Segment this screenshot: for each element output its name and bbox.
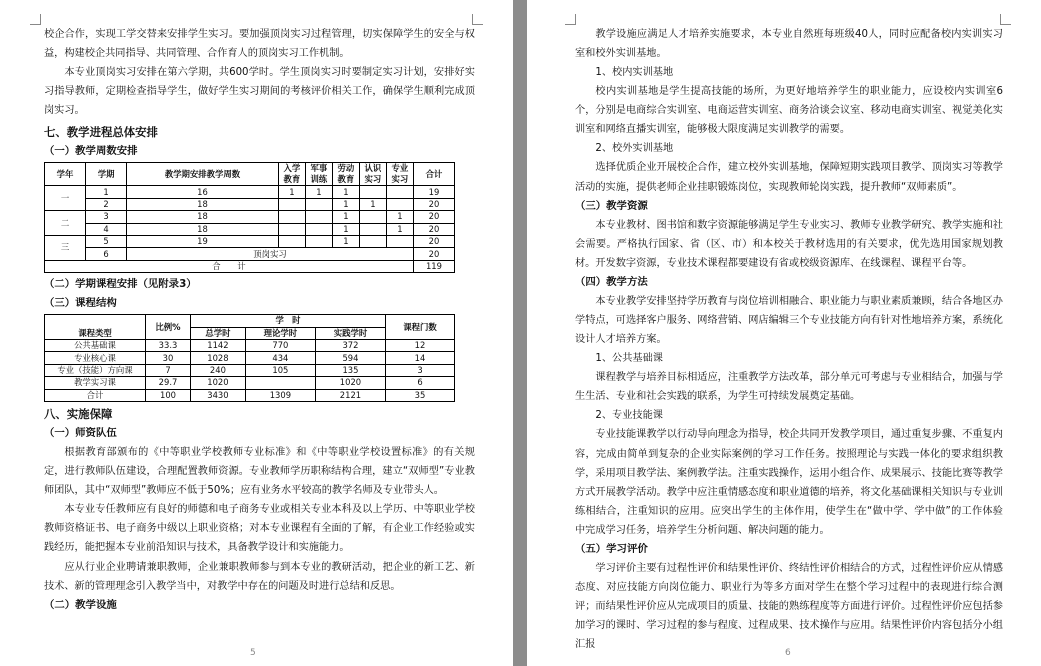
list-heading: 2、专业技能课 xyxy=(595,410,663,422)
table-cell: 135 xyxy=(315,364,385,376)
crop-mark xyxy=(1000,14,1011,25)
table-cell: 1 xyxy=(386,211,413,223)
table-row xyxy=(45,236,455,248)
table-header: 总学时 xyxy=(191,327,246,339)
subsection-heading: （四）教学方法 xyxy=(575,275,648,288)
table-cell: 5 xyxy=(86,236,127,248)
paragraph: 课程教学与培养目标相适应，注重教学方法改革，部分单元可考虑与专业相结合，加强与学生生活、专业和社会实践的联系，为学生可持续发展奠定基础。 xyxy=(575,372,1003,403)
paragraph: 本专业顶岗实习安排在第六学期，共600学时。学生顶岗实习时要制定实习计划，安排好实习指导教师，定期检查指导学生，做好学生实习期间的考核评价相关工作，确保学生顺利完成顶岗实习。 xyxy=(44,67,475,117)
table-cell: 18 xyxy=(127,211,279,223)
table-cell: 30 xyxy=(146,352,191,364)
paragraph: 本专业专任教师应有良好的师德和电子商务专业或相关专业本科及以上学历、中等职业学校教师资格证书、电子商务中级以上职业资格；对本专业课程有全面的了解，有企业工作经验或实践经历，能把握本专业前沿知识与技术，具备教学设计和实施能力。 xyxy=(44,504,475,554)
table-cell: 119 xyxy=(413,260,454,272)
table-cell: 770 xyxy=(245,339,315,351)
table-row xyxy=(45,260,455,272)
table-cell: 1 xyxy=(332,211,359,223)
table-cell: 顶岗实习 xyxy=(127,248,414,260)
crop-mark xyxy=(30,14,41,25)
table-cell xyxy=(278,198,305,210)
table-header: 学期 xyxy=(86,163,127,186)
page-number: 6 xyxy=(785,648,791,658)
table-cell: 1 xyxy=(332,186,359,198)
table-cell xyxy=(386,236,413,248)
table-cell: 434 xyxy=(245,352,315,364)
table-cell: 33.3 xyxy=(146,339,191,351)
table-header: 课程门数 xyxy=(386,315,455,340)
table-cell: 公共基础课 xyxy=(45,339,146,351)
paragraph: 应从行业企业聘请兼职教师，企业兼职教师参与到本专业的教研活动，把企业的新工艺、新技术、新的管理理念引入教学当中，对教学中存在的问题及时进行总结和反思。 xyxy=(44,561,475,592)
table-cell: 6 xyxy=(86,248,127,260)
table-cell: 1028 xyxy=(191,352,246,364)
weeks-table xyxy=(44,162,455,273)
year-cell: 三 xyxy=(45,236,86,261)
table-row xyxy=(45,223,455,235)
paragraph: 教学设施应满足人才培养实施要求，本专业自然班每班级40人，同时应配备校内实训实习室和校外实训基地。 xyxy=(575,29,1003,60)
table-cell: 19 xyxy=(127,236,279,248)
subsection-heading: （一）师资队伍 xyxy=(44,426,117,439)
table-cell: 35 xyxy=(386,389,455,401)
table-cell xyxy=(359,236,386,248)
table-cell: 1 xyxy=(305,186,332,198)
table-cell: 3 xyxy=(386,364,455,376)
paragraph: 校内实训基地是学生提高技能的场所，为更好地培养学生的职业能力，应设校内实训室6个，分别是电商综合实训室、电商运营实训室、商务洽谈会议室、移动电商实训室、视觉美化实训室和网络直播实训室，能够极大限度满足实训教学的需要。 xyxy=(575,86,1003,136)
table-header: 军事训练 xyxy=(305,163,332,186)
table-cell: 20 xyxy=(413,236,454,248)
table-cell: 372 xyxy=(315,339,385,351)
crop-mark xyxy=(565,14,576,25)
table-cell: 2 xyxy=(86,198,127,210)
table-cell: 20 xyxy=(413,211,454,223)
table-cell xyxy=(245,377,315,389)
table-header: 专业实习 xyxy=(386,163,413,186)
table-row xyxy=(45,211,455,223)
list-heading: 2、校外实训基地 xyxy=(595,143,674,155)
table-cell xyxy=(305,198,332,210)
table-cell: 20 xyxy=(413,198,454,210)
table-cell xyxy=(359,223,386,235)
table-cell: 1309 xyxy=(245,389,315,401)
table-cell: 6 xyxy=(386,377,455,389)
list-heading: 1、公共基础课 xyxy=(595,353,663,365)
table-row xyxy=(45,186,455,198)
section-heading: 八、实施保障 xyxy=(44,406,113,421)
table-cell: 105 xyxy=(245,364,315,376)
table-row xyxy=(45,364,455,376)
table-cell: 29.7 xyxy=(146,377,191,389)
table-cell: 594 xyxy=(315,352,385,364)
table-cell: 12 xyxy=(386,339,455,351)
table-cell: 专业（技能）方向课 xyxy=(45,364,146,376)
paragraph: 专业技能课教学以行动导向理念为指导，校企共同开发教学项目，通过重复步骤、不重复内容，完成由简单到复杂的企业实际案例的学习工作任务。按照理论与实践一体化的要求组织教学，采用项目教学法、案例教学法。注重实践操作，运用小组合作、成果展示、技能比赛等教学方式开展教学活动。教学中应注重情感态度和职业道德的培养，将文化基础课相关知识与专业训练相结合，注重知识的应用。应突出学生的主体作用，使学生在“做中学、学中做”的工作体验中完成学习任务，培养学生分析问题、解决问题的能力。 xyxy=(575,429,1003,536)
document-page-5 xyxy=(0,0,513,666)
table-cell: 16 xyxy=(127,186,279,198)
subsection-heading: （五）学习评价 xyxy=(575,542,648,555)
table-row xyxy=(45,248,455,260)
table-cell: 1 xyxy=(86,186,127,198)
paragraph: 选择优质企业开展校企合作，建立校外实训基地，保障短期实践项目教学、顶岗实习等教学活动的实施，提供老师企业挂职锻炼岗位，实现教师轮岗实践，提升教师“双师素质”。 xyxy=(575,162,1003,193)
table-cell: 1 xyxy=(332,236,359,248)
page-gutter xyxy=(513,0,527,666)
table-cell: 合计 xyxy=(45,389,146,401)
table-header: 教学期安排教学周数 xyxy=(127,163,279,186)
table-cell xyxy=(278,211,305,223)
table-row xyxy=(45,198,455,210)
table-cell: 1 xyxy=(359,198,386,210)
table-header: 学年 xyxy=(45,163,86,186)
table-cell xyxy=(305,211,332,223)
table-cell: 专业核心课 xyxy=(45,352,146,364)
table-cell: 1 xyxy=(332,198,359,210)
table-cell: 1142 xyxy=(191,339,246,351)
paragraph: 校企合作，实现工学交替来安排学生实习。要加强顶岗实习过程管理，切实保障学生的安全与权益，构建校企共同指导、共同管理、合作育人的顶岗实习工作机制。 xyxy=(44,29,475,60)
table-cell: 14 xyxy=(386,352,455,364)
table-row xyxy=(45,389,455,401)
table-cell: 1 xyxy=(278,186,305,198)
table-header: 入学教育 xyxy=(278,163,305,186)
paragraph: 根据教育部颁布的《中等职业学校教师专业标准》和《中等职业学校设置标准》的有关规定，进行教师队伍建设，合理配置教师资源。专业教师学历职称结构合理，建立“双师型”专业教师团队，其中“双师型”教师应不低于50%；应有业务水平较高的教学名师及专业带头人。 xyxy=(44,446,475,497)
subsection-heading: （二）学期课程安排（见附录3） xyxy=(44,278,197,291)
paragraph: 本专业教学安排坚持学历教育与岗位培训相融合、职业能力与职业素质兼顾，结合各地区办学特点，可选择客户服务、网络营销、网店编辑三个专业技能方向有针对性地培养方案，系统化设计人才培养方案。 xyxy=(575,295,1003,346)
table-header: 劳动教育 xyxy=(332,163,359,186)
table-cell xyxy=(359,186,386,198)
table-cell xyxy=(278,223,305,235)
year-cell: 二 xyxy=(45,211,86,236)
subsection-heading: （二）教学设施 xyxy=(44,598,117,611)
table-cell: 18 xyxy=(127,198,279,210)
table-cell xyxy=(386,186,413,198)
section-heading: 七、教学进程总体安排 xyxy=(44,125,158,140)
year-cell: 一 xyxy=(45,186,86,211)
table-cell: 合 计 xyxy=(45,260,414,272)
table-cell xyxy=(278,236,305,248)
table-cell: 3430 xyxy=(191,389,246,401)
table-header: 实践学时 xyxy=(315,327,385,339)
table-cell: 1020 xyxy=(315,377,385,389)
table-header: 合计 xyxy=(413,163,454,186)
table-cell: 1020 xyxy=(191,377,246,389)
table-cell: 3 xyxy=(86,211,127,223)
table-cell xyxy=(305,236,332,248)
table-cell: 240 xyxy=(191,364,246,376)
subsection-heading: （一）教学周数安排 xyxy=(44,145,138,158)
table-cell: 1 xyxy=(386,223,413,235)
crop-mark xyxy=(472,14,483,25)
table-cell: 4 xyxy=(86,223,127,235)
table-cell: 2121 xyxy=(315,389,385,401)
subsection-heading: （三）课程结构 xyxy=(44,297,117,310)
table-cell xyxy=(305,223,332,235)
table-cell: 1 xyxy=(332,223,359,235)
table-cell: 20 xyxy=(413,248,454,260)
table-header: 认识实习 xyxy=(359,163,386,186)
paragraph: 本专业教材、图书馆和数字资源能够满足学生专业实习、教师专业教学研究、教学实施和社会需要。严格执行国家、省（区、市）和本校关于教材选用的有关要求，优先选用国家规划教材。开发数字资源，专业技术课程都要建设有省或校级资源库、在线课程、课程平台等。 xyxy=(575,219,1003,269)
list-heading: 1、校内实训基地 xyxy=(595,67,674,79)
table-header: 学 时 xyxy=(191,315,386,327)
page-number: 5 xyxy=(250,648,256,658)
table-header: 比例% xyxy=(146,315,191,340)
table-cell xyxy=(359,211,386,223)
table-cell: 19 xyxy=(413,186,454,198)
table-cell xyxy=(386,198,413,210)
document-page-6 xyxy=(527,0,1041,666)
table-row xyxy=(45,352,455,364)
table-row xyxy=(45,377,455,389)
table-cell: 18 xyxy=(127,223,279,235)
table-cell: 100 xyxy=(146,389,191,401)
table-header: 课程类型 xyxy=(45,315,146,340)
table-header: 理论学时 xyxy=(245,327,315,339)
table-row xyxy=(45,339,455,351)
table-cell: 7 xyxy=(146,364,191,376)
paragraph: 学习评价主要有过程性评价和结果性评价、终结性评价相结合的方式，过程性评价应从情感态度、对应技能方向岗位能力、职业行为等多方面对学生在整个学习过程中的表现进行综合测评；而结果性评价应从完成项目的质量、技能的熟练程度等方面进行评价。过程性评价应包括参加学习的课时、学习过程的参与程度、过程成果、技术操作与应用。结果性评价内容包括分小组汇报 xyxy=(575,562,1003,651)
table-cell: 20 xyxy=(413,223,454,235)
subsection-heading: （三）教学资源 xyxy=(575,199,648,212)
course-structure-table xyxy=(44,314,455,402)
table-cell: 教学实习课 xyxy=(45,377,146,389)
